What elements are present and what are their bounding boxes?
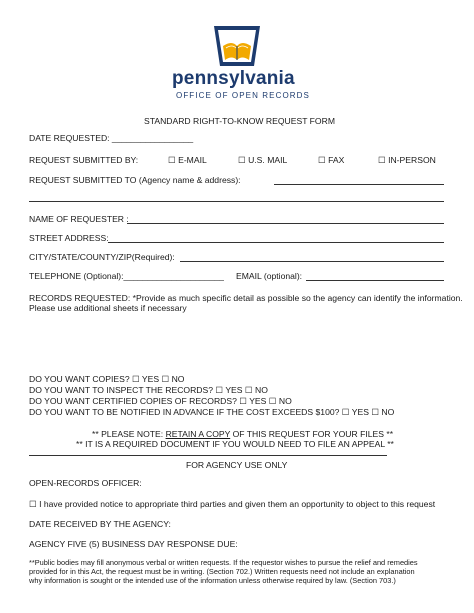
records-requested-label: RECORDS REQUESTED: *Provide as much specific detail as possible so the agency can identify the information.: [29, 293, 463, 303]
street-address-line[interactable]: [108, 242, 444, 243]
fax-checkbox[interactable]: ☐ FAX: [318, 155, 345, 165]
brand-name: pennsylvania: [172, 68, 295, 89]
city-state-label: CITY/STATE/COUNTY/ZIP(Required):: [29, 252, 175, 262]
footer-line-2: provided for in this Act, the request must be in writing. (Section 702.) Written requests need not include an explanation: [29, 567, 415, 576]
copies-question[interactable]: DO YOU WANT COPIES? ☐ YES ☐ NO: [29, 374, 185, 384]
email-label: EMAIL (optional):: [236, 271, 303, 281]
note-prefix: ** PLEASE NOTE:: [92, 429, 166, 439]
note-underlined: RETAIN A COPY: [165, 429, 231, 439]
agency-use-heading: FOR AGENCY USE ONLY: [186, 460, 288, 470]
email-line[interactable]: [306, 280, 444, 281]
footer-line-1: **Public bodies may fill anonymous verbal or written requests. If the requestor wishes to pursue the relief and remedies: [29, 558, 418, 567]
submitted-to-line-2[interactable]: [29, 201, 444, 202]
records-officer-label: OPEN-RECORDS OFFICER:: [29, 478, 142, 488]
certified-question[interactable]: DO YOU WANT CERTIFIED COPIES OF RECORDS? ☐ YES ☐ NO: [29, 396, 292, 406]
footer-line-3: why information is sought or the intended use of the information unless otherwise required by law. (Section 703.): [29, 576, 396, 585]
keystone-logo-icon: [208, 24, 266, 68]
retain-copy-note: [92, 429, 393, 439]
inspect-question[interactable]: DO YOU WANT TO INSPECT THE RECORDS? ☐ YES ☐ NO: [29, 385, 268, 395]
notified-question[interactable]: DO YOU WANT TO BE NOTIFIED IN ADVANCE IF THE COST EXCEEDS $100? ☐ YES ☐ NO: [29, 407, 395, 417]
date-requested-field[interactable]: DATE REQUESTED: _________________: [29, 133, 194, 143]
response-due-label: AGENCY FIVE (5) BUSINESS DAY RESPONSE DUE:: [29, 539, 238, 549]
date-received-label: DATE RECEIVED BY THE AGENCY:: [29, 519, 171, 529]
separator-line: [29, 455, 387, 456]
form-title: STANDARD RIGHT-TO-KNOW REQUEST FORM: [144, 116, 335, 126]
submitted-to-label: REQUEST SUBMITTED TO (Agency name & address):: [29, 175, 241, 185]
submitted-to-line[interactable]: [274, 184, 444, 185]
requester-name-line[interactable]: [127, 223, 444, 224]
note-suffix: OF THIS REQUEST FOR YOUR FILES **: [230, 429, 394, 439]
in-person-checkbox[interactable]: ☐ IN-PERSON: [378, 155, 436, 165]
requester-name-label: NAME OF REQUESTER :: [29, 214, 129, 224]
third-party-notice[interactable]: ☐ I have provided notice to appropriate third parties and given them an opportunity to object to this request: [29, 499, 436, 509]
street-address-label: STREET ADDRESS:: [29, 233, 109, 243]
email-checkbox[interactable]: ☐ E-MAIL: [168, 155, 207, 165]
city-state-line[interactable]: [180, 261, 444, 262]
submitted-by-label: REQUEST SUBMITTED BY:: [29, 155, 139, 165]
appeal-note: ** IT IS A REQUIRED DOCUMENT IF YOU WOULD NEED TO FILE AN APPEAL **: [76, 439, 394, 449]
telephone-field[interactable]: TELEPHONE (Optional):_____________________: [29, 271, 224, 281]
additional-sheets-note: Please use additional sheets if necessary: [29, 303, 187, 313]
us-mail-checkbox[interactable]: ☐ U.S. MAIL: [238, 155, 288, 165]
office-name: OFFICE OF OPEN RECORDS: [176, 91, 310, 100]
